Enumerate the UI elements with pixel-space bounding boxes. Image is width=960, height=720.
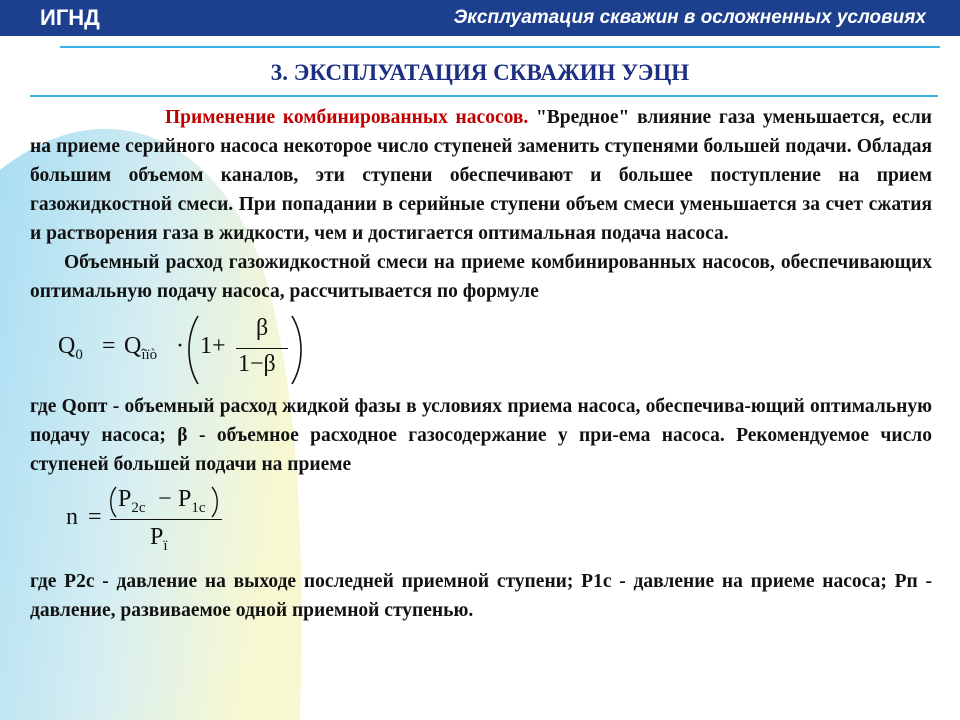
- formula2-fraction-line: [110, 519, 222, 520]
- organization-label: ИГНД: [40, 5, 100, 30]
- formula-flow-rate: [30, 306, 932, 392]
- left-paren-icon: [184, 314, 200, 386]
- right-paren-icon: [290, 314, 306, 386]
- formula2-minus: −: [158, 486, 172, 512]
- paragraph-flow-rate: Объемный расход газожидкостной смеси на приеме комбинированных насосов, обеспечивающих оптимальную подачу насоса, рассчитывается по формуле: [30, 252, 932, 302]
- numerator-left-paren-icon: [108, 485, 118, 519]
- formula1-fraction-line: [236, 348, 288, 349]
- slide-header: [0, 0, 960, 36]
- formula1-one-plus: 1+: [200, 333, 226, 359]
- formula2-p1: $P_{1c}$: [178, 486, 206, 516]
- header-divider: [60, 46, 940, 48]
- slide-content: [30, 103, 932, 625]
- formula2-p2: $P_{2c}$: [118, 486, 146, 516]
- paragraph-definitions: где Qопт - объемный расход жидкой фазы в условиях приема насоса, обеспечива-ющий оптимальную подачу насоса; β - объемное расходное газосодержание у при-ема насоса. Рекомендуемое число ступеней большей подачи на приеме: [30, 396, 932, 475]
- paragraph-pressure-definitions: где P2c - давление на выходе последней приемной ступени; P1c - давление на приеме насоса; Pп - давление, развиваемое одной приемной ступенью.: [30, 571, 932, 621]
- formula1-eq: =: [102, 333, 116, 359]
- course-title: Эксплуатация скважин в осложненных условиях: [453, 7, 926, 28]
- formula1-dot: ·: [176, 333, 184, 359]
- title-divider: [30, 95, 938, 97]
- slide-title: 3. ЭКСПЛУАТАЦИЯ СКВАЖИН УЭЦН: [270, 60, 690, 85]
- formula1-numerator: β: [256, 315, 269, 341]
- formula1-denominator: 1−β: [238, 351, 276, 377]
- paragraph-body: "Вредное" влияние газа уменьшается, если на приеме серийного насоса некоторое число ступеней заменить ступенями большей подачи. Обладая большим объемом каналов, эти ступени обеспечивают и большее поступление на прием газожидкостной смеси. При попадании в серийные ступени объем смеси уменьшается за счет сжатия и растворения газа в жидкости, чем и достигается оптимальная подача насоса.: [30, 107, 932, 244]
- paragraph-combined-pumps: [30, 103, 932, 248]
- paragraph-lead: Применение комбинированных насосов.: [165, 107, 529, 128]
- numerator-right-paren-icon: [210, 485, 220, 519]
- formula2-denominator: $P_ï$: [150, 524, 168, 554]
- formula1-lhs: $Q_0$: [58, 333, 83, 363]
- formula2-lhs: n: [66, 504, 78, 530]
- formula1-q: $Q_{îïò}$: [124, 333, 158, 363]
- formula2-eq: =: [88, 504, 102, 530]
- formula-stage-count: [30, 485, 932, 567]
